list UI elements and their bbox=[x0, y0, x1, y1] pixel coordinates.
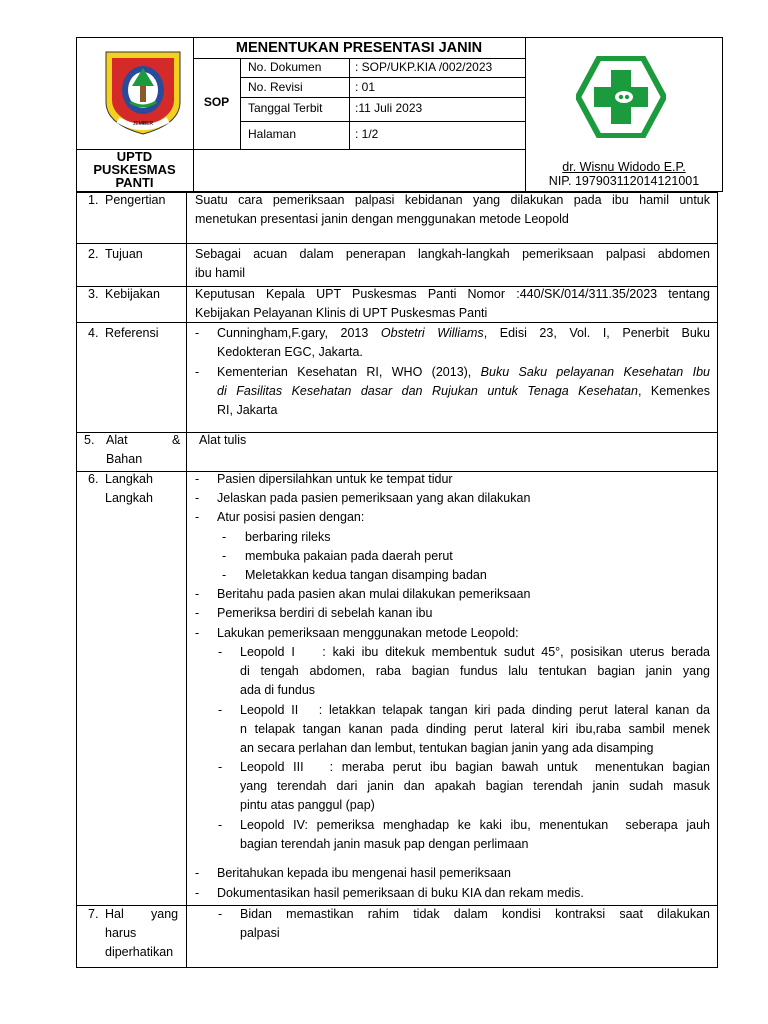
step: Atur posisi pasien dengan: bbox=[217, 510, 365, 524]
row-label: Langkah bbox=[105, 491, 153, 505]
sop-label: SOP bbox=[203, 95, 230, 109]
reference-2-line-3: RI, Jakarta bbox=[217, 403, 278, 417]
step: Beritahu pada pasien akan mulai dilakukan pemeriksaan bbox=[217, 587, 531, 601]
bullet: - bbox=[218, 703, 223, 717]
doc-fields-row-2 bbox=[240, 97, 525, 98]
row-label-ampersand: & bbox=[172, 433, 181, 447]
content-line: Alat tulis bbox=[199, 433, 247, 447]
sub-step: membuka pakaian pada daerah perut bbox=[245, 549, 453, 563]
row-number: 3. bbox=[88, 287, 99, 301]
bullet: - bbox=[195, 491, 200, 505]
ref2-author: Kementerian Kesehatan RI, WHO (2013), bbox=[217, 365, 481, 379]
content-line: Keputusan Kepala UPT Puskesmas Panti Nomor :440/SK/014/311.35/2023 tentang bbox=[195, 287, 710, 301]
leopold-3-line: yang terendah dari janin dan apakah bagian terendah janin sudah masuk bbox=[240, 779, 710, 793]
bullet: - bbox=[222, 530, 227, 544]
step: Dokumentasikan hasil pemeriksaan di buku KIA dan rekam medis. bbox=[217, 886, 584, 900]
row-number: 2. bbox=[88, 247, 99, 261]
row-label: Langkah bbox=[105, 472, 153, 486]
bullet: - bbox=[195, 606, 200, 620]
leopold-3-line: Leopold III : meraba perut ibu bagian bawah untuk menentukan bagian bbox=[240, 760, 710, 774]
bullet: - bbox=[218, 907, 223, 921]
row-label: Kebijakan bbox=[105, 287, 160, 301]
content-line: Kebijakan Pelayanan Klinis di UPT Puskesmas Panti bbox=[195, 306, 488, 320]
ref1-title: Obstetri Williams bbox=[380, 326, 484, 340]
doc-field-value-1: : 01 bbox=[355, 80, 376, 94]
content-line: Bidan memastikan rahim tidak dalam kondisi kontraksi saat dilakukan bbox=[240, 907, 710, 921]
row-label: Referensi bbox=[105, 326, 159, 340]
row-label: diperhatikan bbox=[105, 945, 174, 959]
step: Jelaskan pada pasien pemeriksaan yang akan dilakukan bbox=[217, 491, 531, 505]
ref2-publisher: , Kemenkes bbox=[637, 384, 710, 398]
leopold-4-line: Leopold IV: pemeriksa menghadap ke kaki ibu, menentukan seberapa jauh bbox=[240, 818, 710, 832]
signer-nip: NIP. 197903112014121001 bbox=[548, 174, 700, 188]
leopold-4-line: bagian terendah janin masuk pap dengan perlimaan bbox=[240, 837, 529, 851]
logo-banner-text: JEMBER bbox=[132, 121, 154, 127]
org-name-line-2: PUSKESMAS bbox=[93, 162, 176, 177]
bullet: - bbox=[222, 568, 227, 582]
bullet: - bbox=[195, 510, 200, 524]
row-label: Hal bbox=[105, 907, 124, 921]
doc-field-value-0: : SOP/UKP.KIA /002/2023 bbox=[355, 60, 493, 74]
doc-field-label-2: Tanggal Terbit bbox=[248, 101, 323, 115]
ref1-author: Cunningham,F.gary, 2013 bbox=[217, 326, 381, 340]
header-divider-left bbox=[193, 37, 194, 192]
leopold-1-line: Leopold I : kaki ibu ditekuk membentuk sudut 45°, posisikan uterus berada bbox=[240, 645, 710, 659]
row-number: 5. bbox=[84, 433, 95, 447]
bullet: - bbox=[195, 626, 200, 640]
leopold-1-line: di tengah abdomen, raba bagian fundus lalu tentukan bagian janin yang bbox=[240, 664, 710, 678]
bullet: - bbox=[195, 866, 200, 880]
row-label: harus bbox=[105, 926, 137, 940]
doc-field-label-0: No. Dokumen bbox=[248, 60, 322, 74]
bullet: - bbox=[218, 818, 223, 832]
step: Lakukan pemeriksaan menggunakan metode Leopold: bbox=[217, 626, 519, 640]
signer-name: dr. Wisnu Widodo E.P. bbox=[562, 160, 686, 174]
sub-step: berbaring rileks bbox=[245, 530, 331, 544]
row-label: yang bbox=[151, 907, 179, 921]
leopold-3-line: pintu atas panggul (pap) bbox=[240, 798, 375, 812]
leopold-2-line: an secara perlahan dan lembut, tentukan bagian janin yang ada disamping bbox=[240, 741, 654, 755]
sub-step: Meletakkan kedua tangan disamping badan bbox=[245, 568, 487, 582]
doc-fields-divider-2 bbox=[349, 58, 350, 149]
leopold-2-line: n telapak tangan kanan pada dinding perut lateral kiri ibu,raba sambil menek bbox=[240, 722, 710, 736]
row-label: Tujuan bbox=[105, 247, 143, 261]
content-line: palpasi bbox=[240, 926, 280, 940]
bullet: - bbox=[195, 365, 200, 379]
bullet: - bbox=[222, 549, 227, 563]
step: Pasien dipersilahkan untuk ke tempat tidur bbox=[217, 472, 453, 486]
leopold-1-line: ada di fundus bbox=[240, 683, 316, 697]
row-number: 1. bbox=[88, 193, 99, 207]
reference-1-line-1 bbox=[217, 324, 710, 343]
bullet: - bbox=[195, 326, 200, 340]
row-label: Pengertian bbox=[105, 193, 166, 207]
bullet: - bbox=[195, 587, 200, 601]
doc-field-label-1: No. Revisi bbox=[248, 80, 303, 94]
bullet: - bbox=[218, 760, 223, 774]
leopold-2-line: Leopold II : letakkan telapak tangan kiri pada dinding perut lateral kanan da bbox=[240, 703, 710, 717]
doc-fields-divider-1 bbox=[240, 58, 241, 149]
step: Beritahukan kepada ibu mengenai hasil pemeriksaan bbox=[217, 866, 511, 880]
org-name-line-3: PANTI bbox=[115, 175, 154, 190]
reference-2-line-1 bbox=[217, 363, 710, 382]
doc-fields-row-3 bbox=[240, 121, 525, 122]
row-number: 7. bbox=[88, 907, 99, 921]
reference-2-line-2 bbox=[217, 382, 710, 401]
doc-field-value-2: :11 Juli 2023 bbox=[355, 101, 423, 115]
bullet: - bbox=[218, 645, 223, 659]
content-line: menetukan presentasi janin dengan menggunakan metode Leopold bbox=[195, 212, 569, 226]
org-name bbox=[76, 150, 193, 189]
sop-table-column-divider bbox=[186, 192, 187, 968]
header-sign-separator bbox=[193, 149, 525, 150]
bullet: - bbox=[195, 472, 200, 486]
content-line: Suatu cara pemeriksaan palpasi kebidanan yang dilakukan pada ibu hamil untuk bbox=[195, 193, 710, 207]
ref2-title: Buku Saku pelayanan Kesehatan Ibu bbox=[480, 365, 711, 379]
row-number: 6. bbox=[88, 472, 99, 486]
ref2-title-cont: di Fasilitas Kesehatan dasar dan Rujukan untuk Tenaga Kesehatan bbox=[217, 384, 638, 398]
doc-field-label-3: Halaman bbox=[248, 127, 297, 141]
page-title: MENENTUKAN PRESENTASI JANIN bbox=[235, 40, 483, 56]
bullet: - bbox=[195, 886, 200, 900]
row-number: 4. bbox=[88, 326, 99, 340]
content-line: ibu hamil bbox=[195, 266, 246, 280]
content-line: Sebagai acuan dalam penerapan langkah-langkah pemeriksaan palpasi abdomen bbox=[195, 247, 710, 261]
puskesmas-logo-icon bbox=[576, 56, 666, 138]
step: Pemeriksa berdiri di sebelah kanan ibu bbox=[217, 606, 433, 620]
row-label: Bahan bbox=[106, 452, 143, 466]
reference-1-line-2: Kedokteran EGC, Jakarta. bbox=[217, 345, 363, 359]
row-label: Alat bbox=[106, 433, 128, 447]
ref1-publisher: , Edisi 23, Vol. I, Penerbit Buku bbox=[483, 326, 710, 340]
doc-field-value-3: : 1/2 bbox=[355, 127, 379, 141]
jember-logo-icon bbox=[100, 44, 186, 136]
org-name-line-1: UPTD bbox=[116, 149, 153, 164]
row-separator-1 bbox=[76, 243, 718, 244]
